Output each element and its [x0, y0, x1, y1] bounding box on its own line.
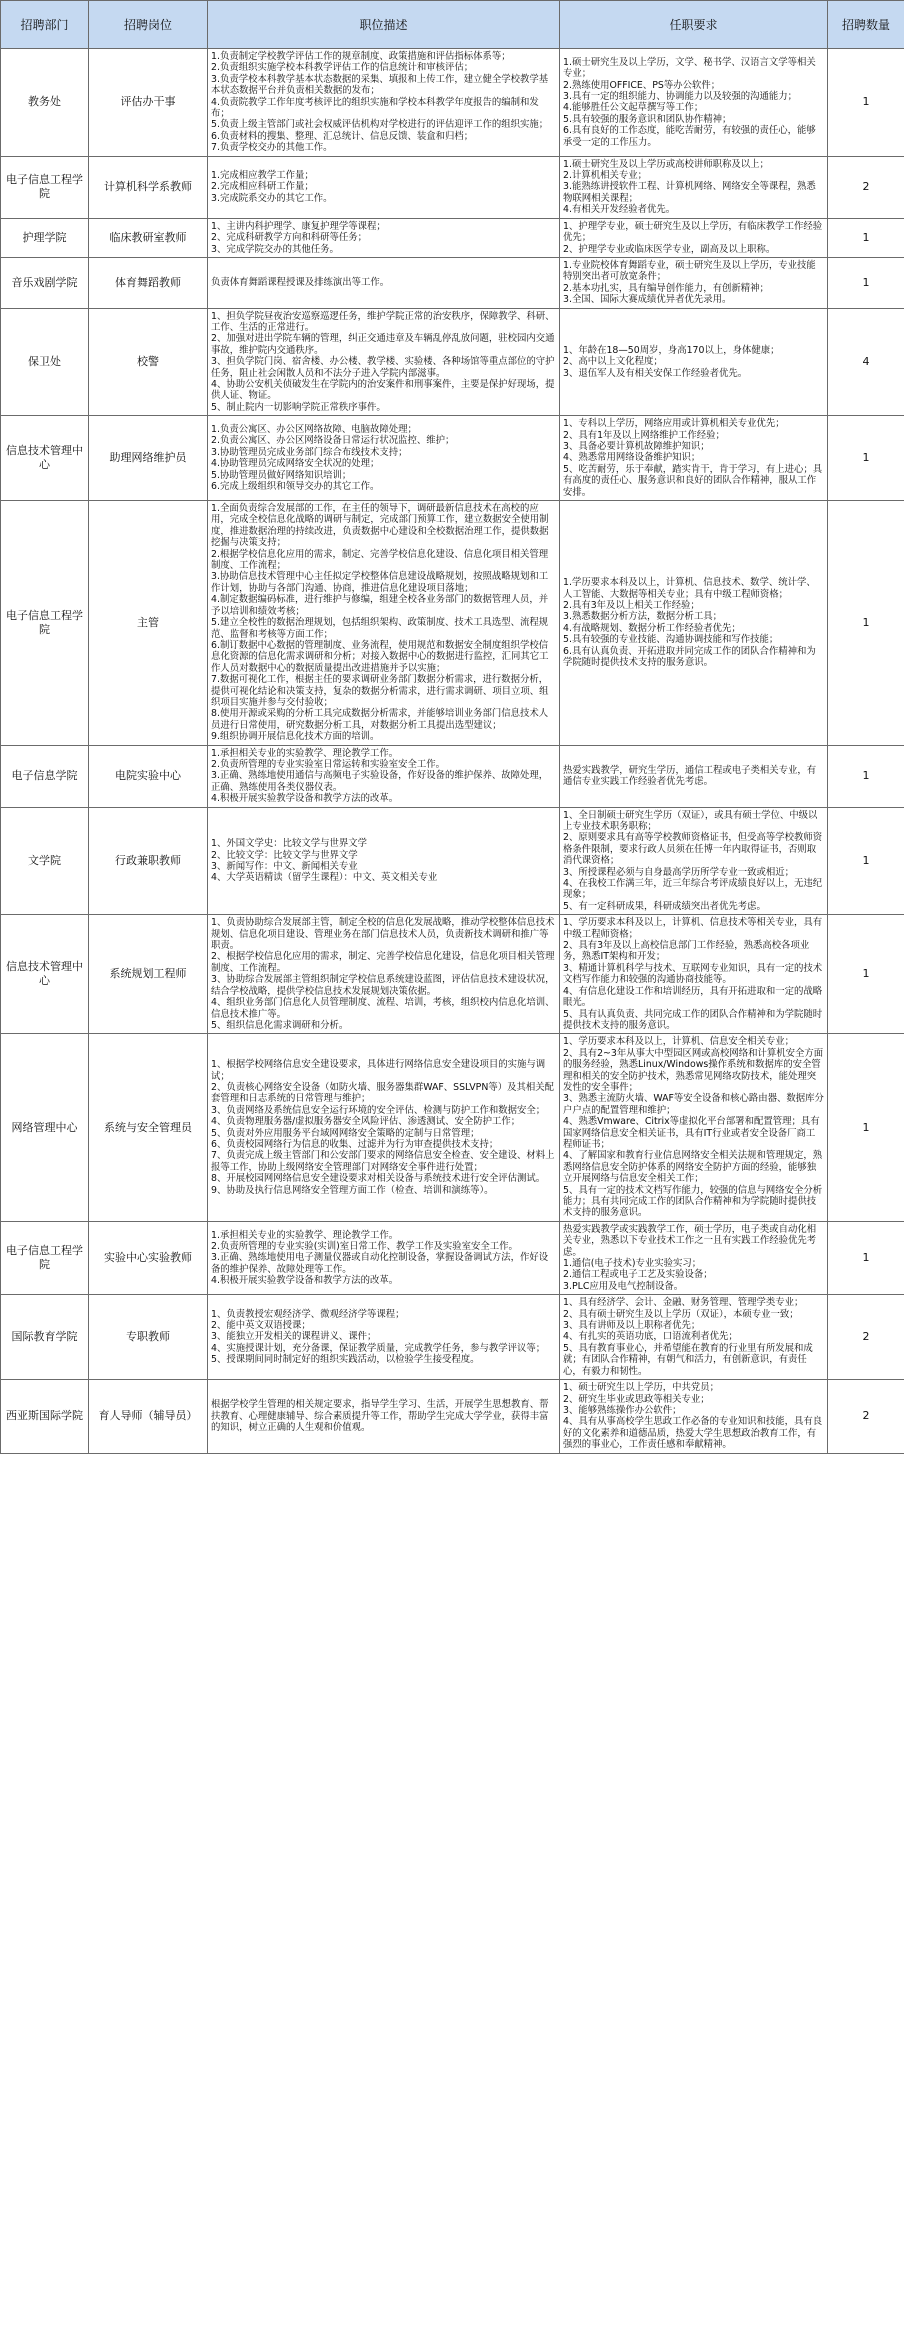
requirement-line: 4、熟悉Vmware、Citrix等虚拟化平台部署和配置管理；具有国家网络信息安全相关证书，具有IT行业或者安全设备厂商工程师证书；: [563, 1116, 820, 1150]
description-line: 5.协助管理员做好网络知识培训；: [211, 469, 352, 481]
position-cell: 助理网络维护员: [89, 416, 208, 501]
requirement-line: 2.通信工程或电子工艺及实验设备；: [563, 1269, 713, 1281]
description-line: 3、协助综合发展部主管组织制定学校信息系统建设蓝图，评估信息技术建设状况，结合学校战略，提供学校信息技术发展规划决策依据。: [211, 974, 555, 997]
position-cell: 主管: [89, 501, 208, 746]
description-line: 3.完成院系交办的其它工作。: [211, 192, 333, 204]
headcount-cell: 1: [828, 915, 904, 1034]
description-line: 1.完成相应教学工作量；: [211, 170, 314, 182]
description-line: 3.正确、熟练地使用电子测量仪器或自动化控制设备，掌握设备调试方法，作好设备的维护保养、故障处理等工作。: [211, 1252, 549, 1275]
requirement-line: 3、精通计算机科学与技术、互联网专业知识，具有一定的技术文档写作能力和较强的沟通协商技能等。: [563, 962, 823, 986]
department-cell: 护理学院: [1, 218, 89, 257]
description-line: 根据学校学生管理的相关规定要求，指导学生学习、生活，开展学生思想教育、帮扶教育、心理健康辅导、综合素质提升等工作，帮助学生完成大学学业，获得丰富的知识，树立正确的人生观和价值观。: [211, 1399, 549, 1434]
headcount-cell: 2: [828, 1295, 904, 1380]
description-line: 3.负责学校本科教学基本状态数据的采集、填报和上传工作，建立健全学校教学基本状态数据平台并负责相关数据的发布；: [211, 73, 549, 97]
department-cell: 网络管理中心: [1, 1034, 89, 1222]
requirement-line: 4、有扎实的英语功底，口语流利者优先；: [563, 1331, 738, 1343]
requirement-line: 1、全日制硕士研究生学历（双证），或具有硕士学位、中级以上专业技术职务职称；: [563, 809, 818, 832]
description-line: 1.承担相关专业的实验教学、理论教学工作。: [211, 747, 399, 759]
requirement-line: 5、具有教育事业心，并希望能在教育的行业里有所发展和成就；有团队合作精神，有朝气和活力，有创新意识，有责任心，有毅力和韧性。: [563, 1342, 813, 1377]
description-line: 2、根据学校信息化应用的需求，制定、完善学校信息化建设，信息化项目相关管理制度、工作流程。: [211, 951, 555, 974]
description-cell: [208, 49, 560, 157]
department-cell: 西亚斯国际学院: [1, 1380, 89, 1453]
position-cell: 临床教研室教师: [89, 218, 208, 257]
requirement-line: 3.能熟练讲授软件工程、计算机网络、网络安全等课程，熟悉物联网相关课程；: [563, 181, 816, 204]
requirement-line: 2、具有硕士研究生及以上学历（双证），本硕专业一致；: [563, 1308, 799, 1320]
description-line: 3、完成学院交办的其他任务。: [211, 243, 339, 255]
description-cell: [208, 501, 560, 746]
requirements-cell: [560, 1034, 828, 1222]
requirement-line: 2.计算机相关专业；: [563, 170, 647, 182]
description-line: 1、主讲内科护理学、康复护理学等课程；: [211, 220, 386, 232]
requirement-line: 4、了解国家和教育行业信息网络安全相关法规和管理规定，熟悉网络信息安全防护体系的网络安全防护方面的经验，能够独立开展网络与信息安全相关工作；: [563, 1150, 823, 1185]
requirement-line: 3、具有讲师及以上职称者优先；: [563, 1320, 701, 1332]
requirements-cell: [560, 308, 828, 416]
department-cell: 电子信息工程学院: [1, 501, 89, 746]
description-line: 3、担负学院门岗、宿舍楼、办公楼、教学楼、实验楼、各种场馆等重点部位的守护任务，阻止社会闲散人员和不法分子进入学院内部滋事。: [211, 356, 555, 379]
position-cell: 体育舞蹈教师: [89, 257, 208, 308]
description-line: 9.组织协调开展信息化技术方面的培训。: [211, 731, 380, 743]
description-line: 7.负责学校交办的其他工作。: [211, 142, 333, 154]
requirement-line: 2、高中以上文化程度；: [563, 356, 663, 368]
department-cell: 国际教育学院: [1, 1295, 89, 1380]
requirement-line: 1、具有经济学、会计、金融、财务管理、管理学类专业；: [563, 1297, 804, 1309]
table-row: [1, 308, 904, 416]
requirement-line: 4、有信息化建设工作和培训经历，具有开拓进取和一定的战略眼光。: [563, 985, 823, 1009]
description-line: 1、外国文学史：比较文学与世界文学: [211, 838, 367, 850]
requirement-line: 1.学历要求本科及以上，计算机、信息技术、数学、统计学、人工智能、大数据等相关专业；具有中级工程师资格；: [563, 577, 816, 600]
description-cell: [208, 257, 560, 308]
description-line: 2、能中英文双语授课；: [211, 1320, 311, 1332]
requirement-line: 1.专业院校体育舞蹈专业，硕士研究生及以上学历，专业技能特别突出者可放宽条件；: [563, 259, 816, 283]
description-line: 2、比较文学：比较文学与世界文学: [211, 849, 358, 861]
description-line: 6.完成上级组织和领导交办的其它工作。: [211, 480, 380, 492]
headcount-cell: 1: [828, 1221, 904, 1294]
requirements-cell: [560, 218, 828, 257]
headcount-cell: 2: [828, 1380, 904, 1453]
description-line: 2.完成相应科研工作量；: [211, 181, 314, 193]
description-line: 2.负责公寓区、办公区网络设备日常运行状况监控、维护；: [211, 435, 455, 447]
table-row: [1, 218, 904, 257]
description-line: 1.全面负责综合发展部的工作，在主任的领导下，调研最新信息技术在高校的应用，完成全校信息化战略的调研与制定，完成部门预算工作，建立数据安全使用制度，推进数据治理的持续改进，负责数据中心建设和全校数据治理工作，提供数据挖掘与决策支持；: [211, 503, 549, 549]
headcount-cell: 1: [828, 501, 904, 746]
department-cell: 音乐戏剧学院: [1, 257, 89, 308]
description-line: 7.数据可视化工作，根据主任的要求调研业务部门数据分析需求，进行数据分析，提供可视化结论和决策支持，复杂的数据分析需求，进行需求调研、项目立项、组织项目实施并参与交付验收；: [211, 674, 549, 708]
requirements-cell: [560, 915, 828, 1034]
position-cell: 系统与安全管理员: [89, 1034, 208, 1222]
description-line: 3.协助信息技术管理中心主任拟定学校整体信息建设战略规划，按照战略规划和工作计划，协助与各部门沟通、协商，推进信息化建设项目落地；: [211, 571, 549, 594]
requirements-cell: [560, 501, 828, 746]
requirement-line: 2、原则要求具有高等学校教师资格证书，但受高等学校教师资格条件限制，要求行政人员须在任博一年内取得证书，否则取消代课资格；: [563, 832, 823, 867]
table-row: [1, 1295, 904, 1380]
requirement-line: 3、熟悉主流防火墙、WAF等安全设备和核心路由器、数据库分户户点的配置管理和维护；: [563, 1093, 824, 1116]
department-cell: 信息技术管理中心: [1, 416, 89, 501]
description-line: 1、根据学校网络信息安全建设要求，具体进行网络信息安全建设项目的实施与调试；: [211, 1059, 546, 1082]
description-line: 1.负责公寓区、办公区网络故障、电脑故障处理；: [211, 423, 417, 435]
header-department: 招聘部门: [1, 1, 89, 49]
description-line: 3、能独立开发相关的课程讲义、课件；: [211, 1331, 377, 1343]
requirement-line: 3.全国、国际大赛成绩优异者优先录用。: [563, 294, 732, 306]
headcount-cell: 1: [828, 1034, 904, 1222]
requirement-line: 1、学历要求本科及以上，计算机、信息安全相关专业；: [563, 1036, 794, 1048]
description-line: 4、组织业务部门信息化人员管理制度、流程、培训，考核，组织校内信息化培训、信息技术推广等。: [211, 997, 555, 1020]
requirement-line: 3、具备必要计算机故障维护知识；: [563, 441, 710, 452]
requirement-line: 5、具有认真负责、共同完成工作的团队合作精神和为学院随时提供技术支持的服务意识。: [563, 1008, 823, 1031]
description-line: 3、新闻写作：中文、新闻相关专业: [211, 860, 358, 872]
requirement-line: 3、能够熟练操作办公软件；: [563, 1404, 682, 1416]
requirement-line: 4、熟悉常用网络设备维护知识；: [563, 452, 701, 464]
requirement-line: 1、硕士研究生以上学历，中共党员；: [563, 1382, 719, 1394]
description-cell: [208, 1380, 560, 1453]
requirement-line: 热爱实践教学或实践教学工作，硕士学历，电子类或自动化相关专业，熟悉以下专业技术工作之一且有实践工作经验优先考虑。: [563, 1223, 817, 1258]
table-row: [1, 915, 904, 1034]
description-line: 负责体育舞蹈课程授课及排练演出等工作。: [211, 277, 390, 289]
description-line: 2、负责核心网络安全设备（如防火墙、服务器集群WAF、SSLVPN等）及其相关配套管理和日志系统的日常管理与维护；: [211, 1081, 554, 1105]
description-line: 5.建立全校性的数据治理规划，包括组织架构、政策制度、技术工具选型、流程规范、监督和考核等方面工作；: [211, 617, 549, 640]
table-row: [1, 49, 904, 157]
requirements-cell: [560, 1221, 828, 1294]
requirement-line: 1、专科以上学历，网络应用或计算机相关专业优先；: [563, 418, 785, 430]
requirements-cell: [560, 257, 828, 308]
requirement-line: 3.熟悉数据分析方法，数据分析工具；: [563, 611, 722, 623]
department-cell: 文学院: [1, 807, 89, 915]
position-cell: 专职教师: [89, 1295, 208, 1380]
requirement-line: 5、有一定科研成果，科研成绩突出者优先考虑。: [563, 900, 766, 912]
requirements-cell: [560, 416, 828, 501]
position-cell: 计算机科学系教师: [89, 156, 208, 218]
description-line: 4.负责院教学工作年度考核评比的组织实施和学校本科教学年度报告的编制和发布；: [211, 96, 539, 120]
description-line: 3.协助管理员完成业务部门综合布线技术支持；: [211, 446, 408, 458]
description-cell: [208, 1221, 560, 1294]
requirement-line: 4.有相关开发经验者优先。: [563, 204, 676, 216]
department-cell: 信息技术管理中心: [1, 915, 89, 1034]
headcount-cell: 1: [828, 218, 904, 257]
requirement-line: 6.具有良好的工作态度，能吃苦耐劳，有较强的责任心，能够承受一定的工作压力。: [563, 125, 816, 148]
table-row: [1, 1221, 904, 1294]
description-line: 4.协助管理员完成网络安全状况的处理；: [211, 458, 380, 470]
requirement-line: 2.具有3年及以上相关工作经验；: [563, 599, 700, 611]
requirement-line: 1、学历要求本科及以上，计算机、信息技术等相关专业，具有中级工程师资格；: [563, 917, 823, 940]
description-line: 5.负责上级主管部门或社会权威评估机构对学校进行的评估迎评工作的组织实施；: [211, 119, 549, 131]
requirements-cell: [560, 156, 828, 218]
department-cell: 电子信息工程学院: [1, 1221, 89, 1294]
description-line: 7、负责完成上级主管部门和公安部门要求的网络信息安全检查、安全建设、材料上报等工作，协助上级网络安全管理部门对网络安全事件进行处置；: [211, 1150, 555, 1173]
requirement-line: 热爱实践教学，研究生学历，通信工程或电子类相关专业，有通信专业实践工作经验者优先考虑。: [563, 764, 817, 788]
description-line: 2、加强对进出学院车辆的管理，纠正交通违章及车辆乱停乱放问题，驻校园内交通事故，维护院内交通秩序。: [211, 333, 555, 356]
table-row: [1, 257, 904, 308]
header-requirements: 任职要求: [560, 1, 828, 49]
headcount-cell: 2: [828, 156, 904, 218]
requirements-cell: [560, 1380, 828, 1453]
position-cell: 电院实验中心: [89, 745, 208, 807]
requirement-line: 5.具有较强的服务意识和团队协作精神；: [563, 113, 732, 125]
requirements-cell: [560, 1295, 828, 1380]
headcount-cell: 1: [828, 745, 904, 807]
department-cell: 电子信息工程学院: [1, 156, 89, 218]
description-line: 5、授课期间同时制定好的组织实践活动，以检验学生接受程度。: [211, 1354, 480, 1366]
requirement-line: 4.有战略规划、数据分析工作经验者优先；: [563, 622, 741, 634]
description-line: 2、完成科研教学方向和科研等任务；: [211, 232, 367, 244]
requirement-line: 4.能够胜任公文起草撰写等工作；: [563, 102, 704, 114]
requirements-cell: [560, 807, 828, 915]
requirement-line: 1.通信(电子技术)专业实验实习；: [563, 1258, 702, 1270]
requirement-line: 1、护理学专业，硕士研究生及以上学历，有临床教学工作经验优先；: [563, 220, 823, 244]
description-line: 1、负责教授宏观经济学、微观经济学等课程；: [211, 1308, 405, 1320]
position-cell: 系统规划工程师: [89, 915, 208, 1034]
requirement-line: 2.熟练使用OFFICE、PS等办公软件；: [563, 79, 721, 91]
description-line: 4、实施授课计划，充分备课，保证教学质量，完成教学任务，参与教学评议等；: [211, 1342, 546, 1354]
requirement-line: 1.硕士研究生及以上学历，文学、秘书学、汉语言文学等相关专业；: [563, 56, 816, 80]
description-line: 6.负责材料的搜集、整理、汇总统计、信息反馈、装盒和归档；: [211, 130, 474, 142]
description-line: 4.积极开展实验教学设备和教学方法的改革。: [211, 1275, 399, 1287]
table-body: [1, 49, 904, 1454]
headcount-cell: 1: [828, 257, 904, 308]
requirement-line: 1.硕士研究生及以上学历或高校讲师职称及以上；: [563, 158, 769, 170]
requirement-line: 2.基本功扎实，具有编导创作能力，有创新精神；: [563, 282, 769, 294]
table-row: [1, 501, 904, 746]
description-line: 6.制订数据中心数据的管理制度、业务流程，使用规范和数据安全制度组织学校信息化资源的信息化需求调研和分析；对接入数据中心的数据进行监控，汇同其它工作人员对数据中心的数据质量提出改进措施并予以实施；: [211, 639, 549, 674]
description-line: 4、大学英语精读（留学生课程）：中文、英文相关专业: [211, 872, 438, 884]
description-line: 4.制定数据编码标准，进行维护与修编，组建全校各业务部门的数据管理人员，并予以培训和绩效考核；: [211, 594, 549, 617]
description-line: 2.负责所管理的专业实验(实训)室日常工作、教学工作及实验室安全工作。: [211, 1240, 518, 1252]
position-cell: 行政兼职教师: [89, 807, 208, 915]
requirement-line: 5.具有较强的专业技能、沟通协调技能和写作技能；: [563, 634, 779, 646]
headcount-cell: 1: [828, 807, 904, 915]
requirement-line: 5、具有一定的技术文档写作能力，较强的信息与网络安全分析能力；具有共同完成工作的团队合作精神和为学院随时提供技术支持的服务意识。: [563, 1184, 823, 1219]
requirement-line: 2、具有3年及以上高校信息部门工作经验，熟悉高校各项业务，熟悉IT架构和开发；: [563, 940, 810, 963]
description-line: 1、负责协助综合发展部主管，制定全校的信息化发展战略，推动学校整体信息技术规划、信息化项目建设、管理业务在部门信息技术人员，负责新技术调研和推广等职责。: [211, 917, 555, 952]
requirements-cell: [560, 745, 828, 807]
table-row: [1, 745, 904, 807]
description-line: 1.负责制定学校教学评估工作的规章制度、政策措施和评估指标体系等；: [211, 51, 511, 62]
description-line: 5、负责对外应用服务平台域网网络安全策略的定制与日常管理；: [211, 1127, 480, 1139]
department-cell: 教务处: [1, 49, 89, 157]
description-line: 3、负责网络及系统信息安全运行环境的安全评估、检测与防护工作和数据安全；: [211, 1104, 546, 1116]
position-cell: 评估办干事: [89, 49, 208, 157]
department-cell: 电子信息学院: [1, 745, 89, 807]
requirements-cell: [560, 49, 828, 157]
description-cell: [208, 308, 560, 416]
description-line: 6、负责校园网络行为信息的收集、过滤并为行为审查提供技术支持；: [211, 1138, 499, 1150]
description-line: 2.负责组织实施学校本科教学评估工作的信息统计和审核评估；: [211, 62, 474, 74]
description-cell: [208, 915, 560, 1034]
description-line: 2.根据学校信息化应用的需求，制定、完善学校信息化建设、信息化项目相关管理制度、工作流程；: [211, 548, 549, 572]
table-row: [1, 416, 904, 501]
requirement-line: 1、年龄在18—50周岁，身高170以上，身体健康；: [563, 344, 780, 356]
description-line: 3.正确、熟练地使用通信与高频电子实验设备，作好设备的维护保养、故障处理，正确、熟练使用各类仪器仪表。: [211, 770, 549, 793]
header-headcount: 招聘数量: [828, 1, 904, 49]
description-line: 8.使用开源或采购的分析工具完成数据分析需求，并能够培训业务部门信息技术人员进行日常使用，研究数据分析工具，对数据分析工具提出选型建议；: [211, 708, 549, 731]
requirement-line: 6.具有认真负责、开拓进取并同完成工作的团队合作精神和为学院随时提供技术支持的服务意识。: [563, 645, 816, 669]
table-row: [1, 1380, 904, 1453]
description-line: 5、制止院内一切影响学院正常秩序事件。: [211, 401, 386, 413]
requirement-line: 4、在我校工作满三年，近三年综合考评成绩良好以上，无违纪现象；: [563, 878, 823, 901]
header-position: 招聘岗位: [89, 1, 208, 49]
requirement-line: 2、研究生毕业或思政等相关专业；: [563, 1393, 710, 1405]
requirement-line: 3.PLC应用及电气控制设备。: [563, 1280, 684, 1292]
position-cell: 育人导师（辅导员）: [89, 1380, 208, 1453]
header-job-description: 职位描述: [208, 1, 560, 49]
requirement-line: 2、具有1年及以上网络维护工作经验；: [563, 429, 725, 441]
requirement-line: 4、具有从事高校学生思政工作必备的专业知识和技能，具有良好的文化素养和道德品质，热爱大学生思想政治教育工作，有强烈的事业心，工作责任感和奉献精神。: [563, 1416, 823, 1451]
description-line: 2.负责所管理的专业实验室日常运转和实验室安全工作。: [211, 758, 445, 770]
table-header-row: [1, 1, 904, 49]
description-line: 9、协助及执行信息网络安全管理方面工作（检查、培训和演练等）。: [211, 1184, 494, 1196]
description-line: 1.承担相关专业的实验教学、理论教学工作。: [211, 1229, 399, 1241]
description-line: 4、协助公安机关侦破发生在学院内的治安案件和刑事案件，主要是保护好现场，提供人证、物证。: [211, 378, 555, 402]
department-cell: 保卫处: [1, 308, 89, 416]
requirement-line: 3、所授课程必须与自身最高学历所学专业一致或相近；: [563, 866, 794, 878]
description-line: 1、担负学院昼夜治安巡察巡逻任务，维护学院正常的治安秩序，保障教学、科研、工作、生活的正常进行。: [211, 310, 555, 333]
description-line: 8、开展校园网网络信息安全建设要求对相关设备与系统技术进行安全评估测试。: [211, 1173, 546, 1185]
description-cell: [208, 218, 560, 257]
requirement-line: 3、退伍军人及有相关安保工作经验者优先。: [563, 367, 748, 379]
description-cell: [208, 745, 560, 807]
description-cell: [208, 416, 560, 501]
requirement-line: 5、吃苦耐劳，乐于奉献，踏实肯干，肯于学习，有上进心；具有高度的责任心、服务意识和良好的团队合作精神，服从工作安排。: [563, 463, 823, 498]
requirement-line: 2、护理学专业或临床医学专业，副高及以上职称。: [563, 243, 776, 255]
requirement-line: 2、具有2~3年从事大中型园区网或高校网络和计算机安全方面的服务经验，熟悉Linux/Windows操作系统和数据库的安全管理和相关的安全防护技术，熟悉常见网络攻防技术，能处理突发性的安全事件；: [563, 1047, 824, 1093]
position-cell: 实验中心实验教师: [89, 1221, 208, 1294]
table-row: [1, 1034, 904, 1222]
description-cell: [208, 807, 560, 915]
requirement-line: 3.具有一定的组织能力、协调能力以及较强的沟通能力；: [563, 90, 797, 102]
description-line: 4、负责物理服务器/虚拟服务器安全风险评估、渗透测试、安全防护工作；: [211, 1116, 521, 1128]
description-line: 4.积极开展实验教学设备和教学方法的改革。: [211, 793, 399, 805]
table-row: [1, 807, 904, 915]
headcount-cell: 1: [828, 416, 904, 501]
headcount-cell: 1: [828, 49, 904, 157]
headcount-cell: 4: [828, 308, 904, 416]
description-line: 5、组织信息化需求调研和分析。: [211, 1019, 349, 1031]
description-cell: [208, 1034, 560, 1222]
position-cell: 校警: [89, 308, 208, 416]
table-row: [1, 156, 904, 218]
description-cell: [208, 1295, 560, 1380]
description-cell: [208, 156, 560, 218]
